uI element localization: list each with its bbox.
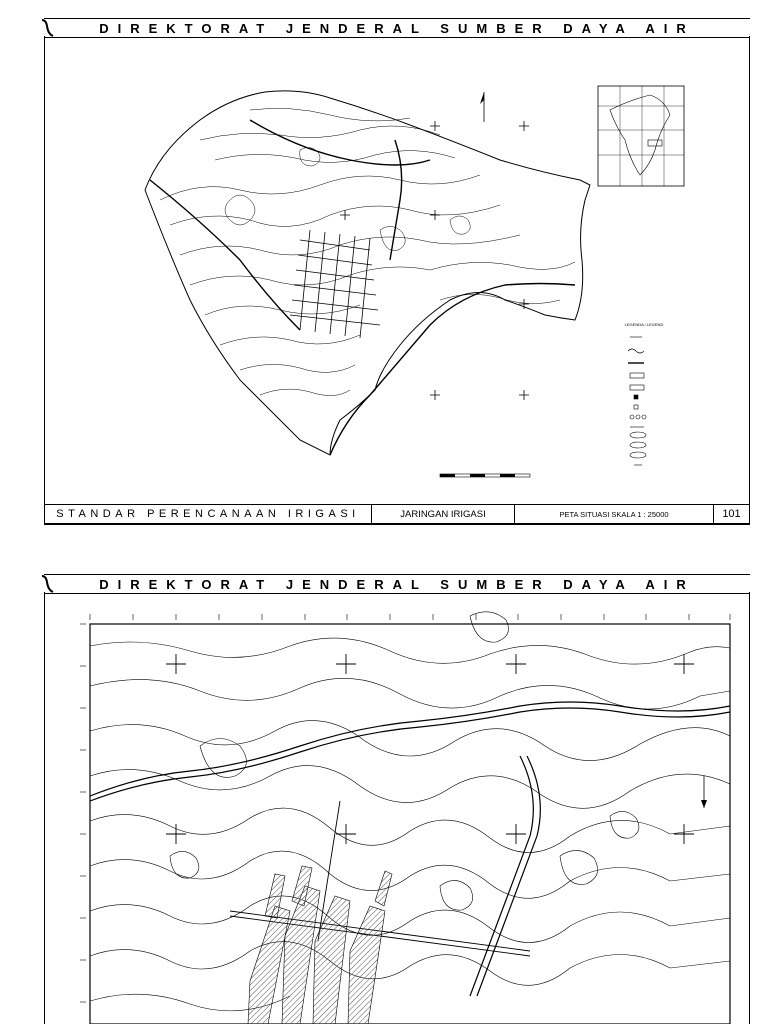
scale-bar	[440, 474, 530, 477]
grid-crosses	[166, 654, 694, 844]
title-block-map-scale: PETA SITUASI SKALA 1 : 25000	[515, 505, 714, 523]
north-arrow-icon	[480, 92, 484, 122]
map-sheet-2	[0, 556, 768, 1024]
river-lines	[90, 702, 730, 996]
legend-title: LEGENDA / LEGEND	[624, 322, 664, 327]
north-arrow-icon	[701, 776, 707, 808]
title-block-standard: STANDAR PERENCANAAN IRIGASI	[45, 505, 372, 523]
map-legend	[594, 322, 694, 470]
legend-symbols	[594, 331, 694, 471]
sheet-header-title: DIREKTORAT JENDERAL SUMBER DAYA AIR	[99, 20, 695, 36]
location-inset-map	[598, 86, 684, 186]
contour-lines	[160, 108, 575, 395]
irrigation-blocks	[248, 866, 392, 1024]
sheet-header-title: DIREKTORAT JENDERAL SUMBER DAYA AIR	[99, 576, 695, 592]
title-block-jaringan: JARINGAN IRIGASI	[372, 505, 515, 523]
title-block	[44, 504, 750, 524]
coordinate-ticks	[80, 614, 730, 1002]
irrigation-grid	[290, 230, 380, 338]
river-lines	[150, 120, 575, 455]
map-border	[90, 624, 730, 1024]
contour-lines	[90, 612, 730, 1011]
title-block-page-number: 101	[722, 508, 741, 520]
detail-contour-map	[0, 556, 768, 1024]
map-area-outline	[145, 91, 590, 455]
